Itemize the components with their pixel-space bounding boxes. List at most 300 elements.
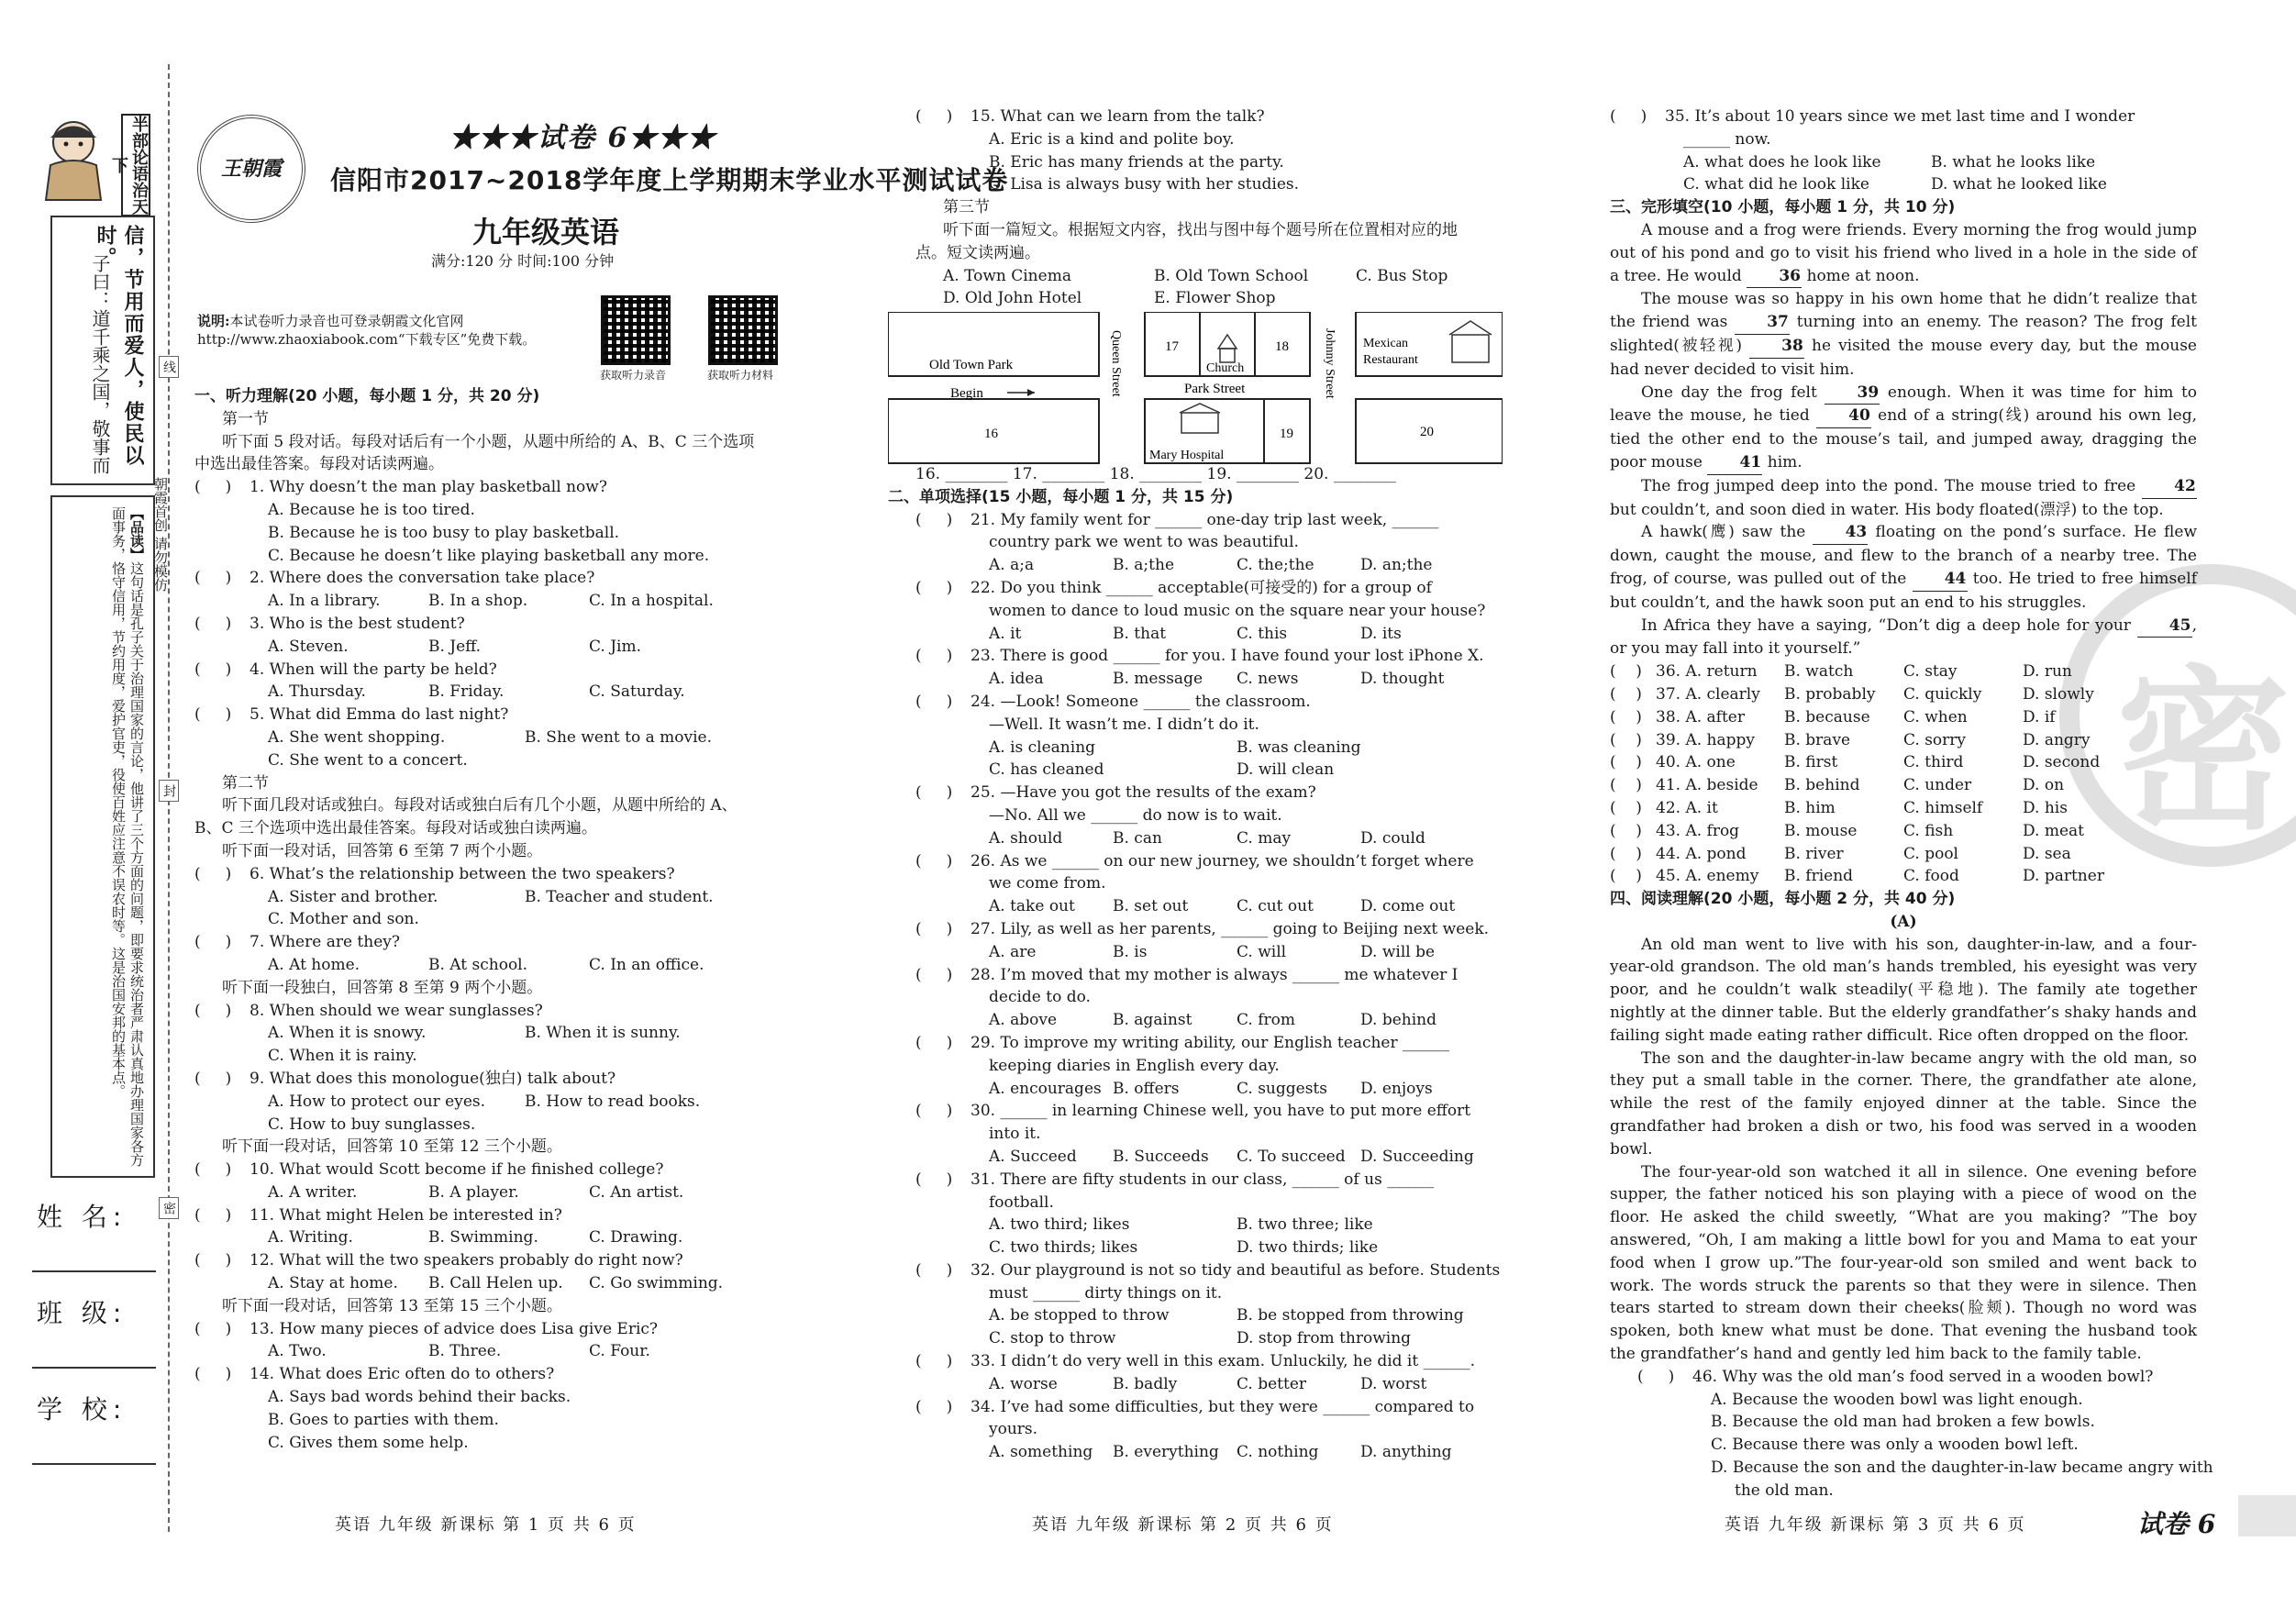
cloze-option: C. pool (1903, 844, 1958, 863)
answer-bracket[interactable]: ( ) (194, 864, 232, 883)
place-option: D. Old John Hotel (943, 289, 1082, 308)
question-stem: 24. —Look! Someone ______ the classroom. (971, 692, 1311, 711)
name-field-line[interactable] (32, 1270, 156, 1272)
note-label: 说明: (197, 313, 230, 329)
option: B. A player. (428, 1182, 519, 1202)
cloze-option: B. brave (1784, 730, 1851, 749)
question-stem: 12. What will the two speakers probably do right now? (250, 1251, 683, 1270)
quote-text: 子曰：道千乘之国，敬事而 (89, 254, 111, 474)
cloze-paragraph (1610, 475, 2197, 522)
option: B. offers (1113, 1079, 1180, 1098)
option: A. Eric is a kind and polite boy. (989, 129, 1235, 149)
answer-bracket[interactable]: ( ) (1610, 684, 1642, 704)
exam-title: 信阳市2017~2018学年度上学期期末学业水平测试试卷 (330, 165, 1009, 195)
cloze-option: B. first (1784, 753, 1838, 772)
answer-bracket[interactable]: ( ) (1610, 776, 1642, 795)
answer-bracket[interactable]: ( ) (915, 510, 953, 529)
question-stem: 15. What can we learn from the talk? (971, 107, 1265, 126)
reading-label: 【品读】 (128, 506, 145, 561)
cloze-blank-38[interactable]: 38 (1749, 335, 1804, 359)
question-stem: 22. Do you think ______ acceptable(可接受的) for a group of (971, 578, 1432, 597)
cloze-text: A mouse and a frog were friends. Every morning the frog would jump out of his pond and go to visit his friend who lived in a hole in the side of a tree. He would (1610, 220, 2197, 285)
question-stem: 9. What does this monologue(独白) talk about? (250, 1069, 616, 1088)
option: D. Because the son and the daughter-in-law became angry with (1711, 1458, 2213, 1478)
cloze-blank-42[interactable]: 42 (2142, 475, 2197, 499)
question-stem-cont: football. (989, 1192, 1054, 1212)
cloze-option: C. food (1903, 867, 1959, 886)
option: A. When it is snowy. (268, 1024, 427, 1043)
place-option: A. Town Cinema (943, 266, 1071, 285)
subject-title: 九年级英语 (472, 215, 620, 250)
question-stem-cont: —Well. It wasn’t me. I didn’t do it. (989, 715, 1259, 734)
option: C. will (1237, 942, 1287, 961)
answer-bracket[interactable]: ( ) (915, 1102, 953, 1121)
reading-paragraph: The son and the daughter-in-law became angry with the old man, so they put a small table in the corner. There, the grandfather ate alone, while the rest of the family enjoyed dinner at the table. Since the grandfather had broken a dish or two, his food was served in a wooden bowl. (1610, 1048, 2197, 1159)
cloze-option: B. him (1784, 798, 1836, 817)
reading-paragraph: An old man went to live with his son, daughter-in-law, and a four-year-old grandson. The old man’s hands trembled, his eyesight was very poor, and he couldn’t walk steadily(平稳地). The family ate together nightly at the dinner table. But the elderly grandfather’s shaky hands and failing sight made eating rather difficult. Rice often dropped on the floor. (1610, 935, 2197, 1045)
question-stem: 8. When should we wear sunglasses? (250, 1001, 543, 1020)
cloze-option: 36. A. return (1656, 662, 1758, 682)
part-1-instruction-2: 中选出最佳答案。每段对话读两遍。 (194, 455, 444, 474)
question-stem: 4. When will the party be held? (250, 660, 497, 679)
option: B. How to read books. (525, 1092, 701, 1111)
cloze-option-row (1610, 774, 2197, 797)
option: A. Says bad words behind their backs. (268, 1388, 571, 1407)
option: A. A writer. (268, 1182, 358, 1202)
school-field-label: 学 校: (37, 1394, 128, 1425)
question-stem: 32. Our playground is not so tidy and beautiful as before. Students (971, 1260, 1501, 1280)
option: B. two three; like (1237, 1215, 1373, 1235)
option: B. Three. (428, 1342, 502, 1361)
answer-bracket[interactable]: ( ) (194, 614, 232, 633)
answer-bracket[interactable]: ( ) (915, 1397, 953, 1416)
answer-bracket[interactable]: ( ) (915, 783, 953, 803)
cloze-option-row (1610, 683, 2197, 706)
cloze-option-row (1610, 660, 2197, 683)
cloze-option: D. angry (2023, 730, 2091, 749)
answer-bracket[interactable]: ( ) (915, 1352, 953, 1371)
answer-bracket[interactable]: ( ) (915, 1260, 953, 1280)
column-2-lower (888, 463, 1503, 1464)
question-stem: 25. —Have you got the results of the exam? (971, 783, 1316, 803)
dialog-instruction: 听下面一段对话，回答第 6 至第 7 两个小题。 (222, 841, 543, 860)
reading-body: 这句话是孔子关于治理国家的言论，他讲了三个方面的问题，即要求统治者严肃认真地办理国家各方面事务，恪守信用，节约用度，爱护官吏，役使百姓应注意不误农时等。这是治国安邦的基本点。 (110, 506, 145, 1167)
cloze-option: B. because (1784, 707, 1870, 726)
option: C. To succeed (1237, 1147, 1346, 1166)
question-stem: 31. There are fifty students in our class, ______ of us ______ (971, 1170, 1435, 1189)
side-note: 朝霞首创 请勿模仿 (152, 477, 169, 592)
cloze-option: D. on (2023, 776, 2065, 795)
cloze-option: D. his (2023, 798, 2068, 817)
dialog-instruction: 听下面一段对话，回答第 10 至第 12 三个小题。 (222, 1137, 562, 1157)
map-number-18: 18 (1275, 339, 1289, 354)
map-number-20: 20 (1420, 425, 1434, 439)
option: C. this (1237, 624, 1288, 643)
map-label-begin: Begin (950, 386, 983, 401)
option: C. better (1237, 1374, 1307, 1393)
cloze-option: D. partner (2023, 867, 2104, 886)
option: C. Gives them some help. (268, 1433, 469, 1452)
question-stem: 33. I didn’t do very well in this exam. Unluckily, he did it ______. (971, 1352, 1476, 1371)
question-stem: 35. It’s about 10 years since we met last time and I wonder (1665, 107, 2135, 126)
option: A. Stay at home. (268, 1274, 398, 1293)
answer-bracket[interactable]: ( ) (194, 478, 232, 497)
question-stem: 1. Why doesn’t the man play basketball now? (250, 478, 607, 497)
answer-bracket[interactable]: ( ) (194, 933, 232, 952)
cloze-option-row (1610, 706, 2197, 729)
answer-bracket[interactable]: ( ) (194, 1001, 232, 1020)
answer-bracket[interactable]: ( ) (194, 1365, 232, 1384)
place-option: B. Old Town School (1154, 266, 1309, 285)
answer-bracket[interactable]: ( ) (1610, 662, 1642, 682)
map-answer-blanks[interactable]: 16. ________ 17. ________ 18. ________ 19. ________ 20. ________ (915, 465, 1396, 483)
qr-code-material[interactable] (708, 295, 778, 365)
cloze-option: B. friend (1784, 867, 1854, 886)
option: A. what does he look like (1683, 152, 1881, 172)
question-stem: 6. What’s the relationship between the two speakers? (250, 864, 675, 883)
option: C. Saturday. (589, 682, 685, 702)
cloze-text: One day the frog felt (1641, 383, 1817, 402)
cloze-text: him. (1767, 452, 1802, 471)
cloze-option: C. stay (1903, 662, 1958, 682)
option: B. Eric has many friends at the party. (989, 152, 1284, 172)
cloze-text: In Africa they have a saying, “Don’t dig a deep hole for your (1641, 616, 2131, 635)
dialog-instruction: 听下面一段对话，回答第 13 至第 15 三个小题。 (222, 1296, 562, 1315)
map-label-park-street: Park Street (1184, 382, 1246, 396)
question-stem-cont: must ______ dirty things on it. (989, 1283, 1223, 1303)
answer-bracket[interactable]: ( ) (915, 1033, 953, 1052)
option: C. She went to a concert. (268, 750, 468, 770)
option: A. are (989, 942, 1037, 961)
exam-tag: ★★★试卷 6★★★ (449, 122, 717, 154)
option: C. Lisa is always busy with her studies. (989, 175, 1300, 194)
option: B. message (1113, 670, 1203, 689)
town-map (888, 312, 1503, 466)
option: B. Teacher and student. (525, 887, 714, 906)
question-stem: 3. Who is the best student? (250, 614, 465, 633)
map-label-mary-hospital: Mary Hospital (1149, 449, 1225, 462)
option: C. Because he doesn’t like playing basketball any more. (268, 546, 710, 565)
map-label-church: Church (1206, 361, 1245, 375)
cloze-paragraph (1610, 288, 2197, 381)
column-2 (915, 105, 1503, 310)
answer-bracket[interactable]: ( ) (1610, 753, 1642, 772)
cloze-paragraph (1610, 382, 2197, 475)
question-stem-cont: keeping diaries in English every day. (989, 1056, 1280, 1075)
answer-bracket[interactable]: ( ) (915, 965, 953, 984)
option: B. badly (1113, 1374, 1178, 1393)
section-2-heading: 二、单项选择(15 小题，每小题 1 分，共 15 分) (888, 487, 1234, 506)
cloze-option-row (1610, 797, 2197, 820)
option: A. encourages (989, 1079, 1102, 1098)
option: A. above (989, 1011, 1058, 1030)
cloze-blank-40[interactable]: 40 (1816, 405, 1871, 428)
option: D. what he looked like (1931, 175, 2107, 194)
class-field-line[interactable] (32, 1367, 156, 1369)
option: B. be stopped from throwing (1237, 1306, 1464, 1325)
score-time-line: 满分:120 分 时间:100 分钟 (431, 252, 615, 270)
option: D. anything (1360, 1443, 1452, 1462)
option: B. Jeff. (428, 637, 482, 656)
map-number-16: 16 (984, 427, 998, 441)
question-stem-cont: ______ now. (1683, 129, 1771, 149)
option: A. Because he is too tired. (268, 500, 475, 519)
option: B. She went to a movie. (525, 727, 713, 747)
exam-note (197, 312, 573, 349)
option: B. When it is sunny. (525, 1024, 681, 1043)
cloze-option: B. watch (1784, 662, 1854, 682)
question-stem: 46. Why was the old man’s food served in a wooden bowl? (1692, 1367, 2154, 1386)
option: B. Friday. (428, 682, 505, 702)
cloze-text: he visited the mouse every day, but the mouse had never decided to visit him. (1610, 336, 2197, 379)
cloze-text: but couldn’t, and soon died in water. His body floated(漂浮) to the top. (1610, 500, 2164, 519)
question-stem: 23. There is good ______ for you. I have found your lost iPhone X. (971, 647, 1484, 666)
cloze-blank-39[interactable]: 39 (1825, 382, 1880, 405)
question-stem: 26. As we ______ on our new journey, we shouldn’t forget where (971, 851, 1474, 871)
cloze-option-row (1610, 729, 2197, 752)
cloze-option: 37. A. clearly (1656, 684, 1760, 704)
school-field-line[interactable] (32, 1463, 156, 1465)
option: A. She went shopping. (268, 727, 446, 747)
cloze-text: A hawk(鹰) saw the (1641, 523, 1806, 542)
name-field-label: 姓 名: (37, 1202, 128, 1232)
option: A. Thursday. (268, 682, 366, 702)
cloze-paragraph (1610, 615, 2197, 661)
answer-bracket[interactable]: ( ) (194, 1069, 232, 1088)
map-label-old-town-park: Old Town Park (929, 358, 1014, 372)
option: D. its (1360, 624, 1402, 643)
option: C. In an office. (589, 955, 704, 974)
option: A. At home. (268, 955, 360, 974)
section-1-heading: 一、听力理解(20 小题，每小题 1 分，共 20 分) (194, 387, 540, 405)
option: A. In a library. (268, 592, 381, 611)
question-stem: 29. To improve my writing ability, our English teacher ______ (971, 1033, 1450, 1052)
option: D. worst (1360, 1374, 1427, 1393)
answer-bracket[interactable]: ( ) (1610, 821, 1642, 840)
option: B. In a shop. (428, 592, 528, 611)
option: B. Because he is too busy to play basketball. (268, 523, 620, 542)
question-stem-cont: into it. (989, 1125, 1041, 1144)
option: B. is (1113, 942, 1148, 961)
option: C. what did he look like (1683, 175, 1869, 194)
cloze-option: 42. A. it (1656, 798, 1718, 817)
option: D. two thirds; like (1237, 1238, 1379, 1258)
option: A. two third; likes (989, 1215, 1130, 1235)
map-label-mexican: Mexican (1363, 337, 1408, 350)
place-option: C. Bus Stop (1356, 266, 1448, 285)
option: C. How to buy sunglasses. (268, 1115, 476, 1134)
option: C. Because there was only a wooden bowl left. (1711, 1436, 2079, 1455)
passage-a-label: (A) (1890, 912, 1917, 931)
option: D. will clean (1237, 760, 1335, 780)
answer-bracket[interactable]: ( ) (915, 647, 953, 666)
option: D. thought (1360, 670, 1445, 689)
option: C. An artist. (589, 1182, 684, 1202)
option: B. what he looks like (1931, 152, 2096, 172)
answer-bracket[interactable]: ( ) (194, 1319, 232, 1338)
cloze-option: D. second (2023, 753, 2101, 772)
place-option: E. Flower Shop (1154, 289, 1276, 308)
restaurant-icon (1449, 321, 1492, 362)
watermark-seal-char: 密 (2116, 650, 2291, 853)
bind-mark-secret: 密 (159, 1197, 179, 1219)
bind-mark-line: 线 (159, 356, 179, 378)
answer-bracket[interactable]: ( ) (1610, 107, 1647, 126)
cloze-option: 45. A. enemy (1656, 867, 1759, 886)
part-3-heading: 第三节 (943, 198, 990, 217)
answer-bracket[interactable]: ( ) (1610, 730, 1642, 749)
hospital-icon (1180, 404, 1220, 433)
column-3 (1610, 105, 2213, 1503)
answer-bracket[interactable]: ( ) (1610, 844, 1642, 863)
cloze-blank-37[interactable]: 37 (1735, 311, 1790, 335)
answer-bracket[interactable]: ( ) (194, 1160, 232, 1180)
cloze-paragraph (1610, 219, 2197, 288)
map-number-17: 17 (1165, 339, 1179, 354)
question-stem: 11. What might Helen be interested in? (250, 1205, 562, 1225)
question-stem-cont: decide to do. (989, 988, 1091, 1007)
cloze-blank-43[interactable]: 43 (1813, 521, 1868, 545)
cloze-option: 39. A. happy (1656, 730, 1755, 749)
option: B. that (1113, 624, 1167, 643)
publisher-logo (197, 115, 305, 223)
question-stem: 7. Where are they? (250, 933, 400, 952)
begin-arrowhead (1027, 389, 1035, 396)
answer-bracket[interactable]: ( ) (194, 1205, 232, 1225)
cloze-blank-36[interactable]: 36 (1747, 265, 1802, 289)
option: A. should (989, 828, 1063, 848)
part-3-instruction-1: 听下面一篇短文。根据短文内容，找出与图中每个题号所在位置相对应的地 (943, 220, 1458, 239)
answer-bracket[interactable]: ( ) (1637, 1367, 1675, 1386)
option: B. was cleaning (1237, 738, 1361, 757)
option: A. Succeed (989, 1147, 1077, 1166)
question-stem: 14. What does Eric often do to others? (250, 1365, 555, 1384)
answer-bracket[interactable]: ( ) (915, 1170, 953, 1189)
motto-text: 信，节用而爱人，使民以时。 (94, 225, 144, 467)
answer-bracket[interactable]: ( ) (194, 569, 232, 588)
cloze-option: C. third (1903, 753, 1964, 772)
answer-bracket[interactable]: ( ) (1610, 798, 1642, 817)
answer-bracket[interactable]: ( ) (915, 578, 953, 597)
scholar-cartoon-image (32, 110, 115, 202)
answer-bracket[interactable]: ( ) (915, 851, 953, 871)
option: D. will be (1360, 942, 1436, 961)
question-stem: 28. I’m moved that my mother is always ______ me whatever I (971, 965, 1459, 984)
question-stem-cont: we come from. (989, 874, 1106, 893)
question-stem-cont: country park we went to was beautiful. (989, 533, 1299, 552)
option: C. cut out (1237, 897, 1314, 916)
option: A. Sister and brother. (268, 887, 438, 906)
part-1-instruction-1: 听下面 5 段对话。每段对话后有一个小题，从题中所给的 A、B、C 三个选项 (222, 432, 755, 451)
option: A. Two. (268, 1342, 327, 1361)
option: B. everything (1113, 1443, 1219, 1462)
option: C. nothing (1237, 1443, 1319, 1462)
option: B. Because the old man had broken a few bowls. (1711, 1413, 2095, 1432)
option: D. enjoys (1360, 1079, 1433, 1098)
cloze-option: 44. A. pond (1656, 844, 1747, 863)
option-cont: the old man. (1735, 1481, 1834, 1500)
option: C. suggests (1237, 1079, 1327, 1098)
option: D. could (1360, 828, 1425, 848)
option: A. be stopped to throw (989, 1306, 1170, 1325)
question-stem: 2. Where does the conversation take place? (250, 569, 595, 588)
cloze-option-row (1610, 751, 2197, 774)
footer-page-3: 英语 九年级 新课标 第 3 页 共 6 页 (1725, 1515, 2026, 1535)
answer-bracket[interactable]: ( ) (194, 1251, 232, 1270)
option: B. Call Helen up. (428, 1274, 563, 1293)
question-stem: 13. How many pieces of advice does Lisa give Eric? (250, 1319, 659, 1338)
quote-box (50, 216, 155, 485)
column-1 (194, 385, 818, 1454)
answer-bracket[interactable]: ( ) (1610, 707, 1642, 726)
cloze-option: C. sorry (1903, 730, 1967, 749)
option: A. it (989, 624, 1022, 643)
answer-bracket[interactable]: ( ) (194, 705, 232, 725)
option: C. stop to throw (989, 1329, 1116, 1348)
answer-bracket[interactable]: ( ) (194, 660, 232, 679)
margin-vertical-tag: 半部论语治天下 (109, 116, 149, 215)
answer-bracket[interactable]: ( ) (915, 107, 953, 126)
question-stem-cont: yours. (989, 1420, 1038, 1439)
cloze-option-row (1610, 865, 2197, 888)
cloze-blank-41[interactable]: 41 (1707, 451, 1762, 475)
cloze-option: 40. A. one (1656, 753, 1736, 772)
cloze-blank-44[interactable]: 44 (1913, 568, 1968, 592)
option: C. from (1237, 1011, 1295, 1030)
option: A. take out (989, 897, 1075, 916)
option: A. Because the wooden bowl was light enough. (1711, 1390, 2083, 1409)
answer-bracket[interactable]: ( ) (915, 692, 953, 711)
part-2-instruction-2: B、C 三个选项中选出最佳答案。每段对话或独白读两遍。 (194, 819, 597, 838)
answer-bracket[interactable]: ( ) (1610, 867, 1642, 886)
bind-mark-seal: 封 (159, 780, 179, 802)
cloze-option: B. probably (1784, 684, 1876, 704)
option: A. Writing. (268, 1228, 353, 1248)
question-stem: 21. My family went for ______ one-day trip last week, ______ (971, 510, 1439, 529)
part-1-heading: 第一节 (222, 409, 269, 428)
option: D. Succeeding (1360, 1147, 1474, 1166)
option: A. Steven. (268, 637, 349, 656)
question-stem: 5. What did Emma do last night? (250, 705, 509, 725)
option: A. idea (989, 670, 1044, 689)
part-3-instruction-2: 点。短文读两遍。 (915, 243, 1040, 262)
option: C. Go swimming. (589, 1274, 724, 1293)
cloze-blank-45[interactable]: 45 (2137, 615, 2192, 638)
section-4-heading: 四、阅读理解(20 小题，每小题 2 分，共 40 分) (1610, 890, 1956, 909)
cloze-text: , or you may fall into it yourself.” (1610, 616, 2197, 659)
cloze-option-row (1610, 820, 2197, 843)
option: D. come out (1360, 897, 1456, 916)
question-stem-cont: women to dance to loud music on the square near your house? (989, 601, 1486, 620)
map-label-queen-street: Queen Street (1109, 330, 1123, 397)
note-text: 本试卷听力录音也可登录朝霞文化官网 http://www.zhaoxiabook.com“下载专区”免费下载。 (197, 313, 537, 348)
option: A. How to protect our eyes. (268, 1092, 486, 1111)
question-stem-cont: —No. All we ______ do now is to wait. (989, 805, 1282, 825)
option: A. worse (989, 1374, 1058, 1393)
part-2-instruction-1: 听下面几段对话或独白。每段对话或独白后有几个小题，从题中所给的 A、 (222, 796, 738, 815)
qr-code-audio[interactable] (601, 295, 671, 365)
cloze-text: The frog jumped deep into the pond. The mouse tried to free (1641, 476, 2136, 495)
cloze-text: floating on the pond’s surface. He flew down, caught the mouse, and flew to the branch of a nearby tree. The frog, of course, was pulled out of the (1610, 523, 2197, 588)
cloze-option: C. when (1903, 707, 1968, 726)
question-stem: 10. What would Scott become if he finished college? (250, 1160, 664, 1180)
option: C. Mother and son. (268, 910, 419, 929)
option: C. When it is rainy. (268, 1047, 417, 1066)
option: B. Swimming. (428, 1228, 538, 1248)
option: B. set out (1113, 897, 1189, 916)
answer-bracket[interactable]: ( ) (915, 919, 953, 938)
option: D. stop from throwing (1237, 1329, 1412, 1348)
